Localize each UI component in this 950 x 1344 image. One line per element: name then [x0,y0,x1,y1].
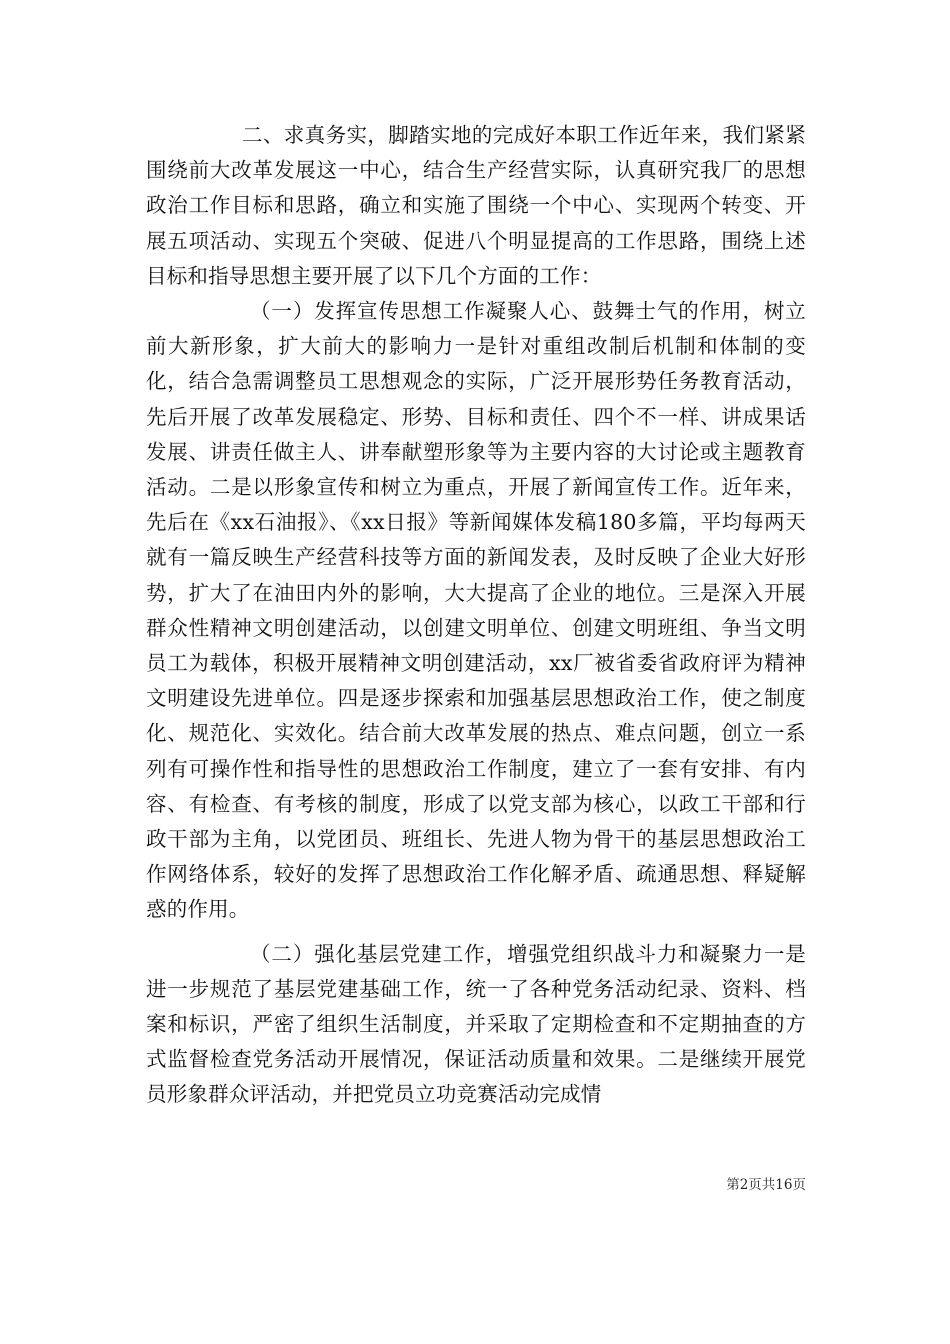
paragraph-section-two: 二、求真务实，脚踏实地的完成好本职工作近年来，我们紧紧围绕前大改革发展这一中心，结合生产经营实际，认真研究我厂的思想政治工作目标和思路，确立和实施了围绕一个中心、实现两个转变、开展五项活动、实现五个突破、促进八个明显提高的工作思路，围绕上述目标和指导思想主要开展了以下几个方面的工作： [146,123,806,288]
paragraph-subsection-two: （二）强化基层党建工作，增强党组织战斗力和凝聚力一是进一步规范了基层党建基础工作，统一了各种党务活动纪录、资料、档案和标识，严密了组织生活制度，并采取了定期检查和不定期抽查的方式监督检查党务活动开展情况，保证活动质量和效果。二是继续开展党员形象群众评活动，并把党员立功竞赛活动完成情 [146,941,806,1107]
page-footer: 第2页共16页 [726,1177,806,1193]
document-body [146,118,806,1113]
paragraph-subsection-one: （一）发挥宣传思想工作凝聚人心、鼓舞士气的作用，树立前大新形象，扩大前大的影响力一是针对重组改制后机制和体制的变化，结合急需调整员工思想观念的实际，广泛开展形势任务教育活动，先后开展了改革发展稳定、形势、目标和责任、四个不一样、讲成果话发展、讲责任做主人、讲奉献塑形象等为主要内容的大讨论或主题教育活动。二是以形象宣传和树立为重点，开展了新闻宣传工作。近年来，先后在《xx石油报》、《xx日报》等新闻媒体发稿180多篇，平均每两天就有一篇反映生产经营科技等方面的新闻发表，及时反映了企业大好形势，扩大了在油田内外的影响，大大提高了企业的地位。三是深入开展群众性精神文明创建活动，以创建文明单位、创建文明班组、争当文明员工为载体，积极开展精神文明创建活动，xx厂被省委省政府评为精神文明建设先进单位。四是逐步探索和加强基层思想政治工作，使之制度化、规范化、实效化。结合前大改革发展的热点、难点问题，创立一系列有可操作性和指导性的思想政治工作制度，建立了一套有安排、有内容、有检查、有考核的制度，形成了以党支部为核心，以政工干部和行政干部为主角，以党团员、班组长、先进人物为骨干的基层思想政治工作网络体系，较好的发挥了思想政治工作化解矛盾、疏通思想、释疑解惑的作用。 [146,299,806,922]
